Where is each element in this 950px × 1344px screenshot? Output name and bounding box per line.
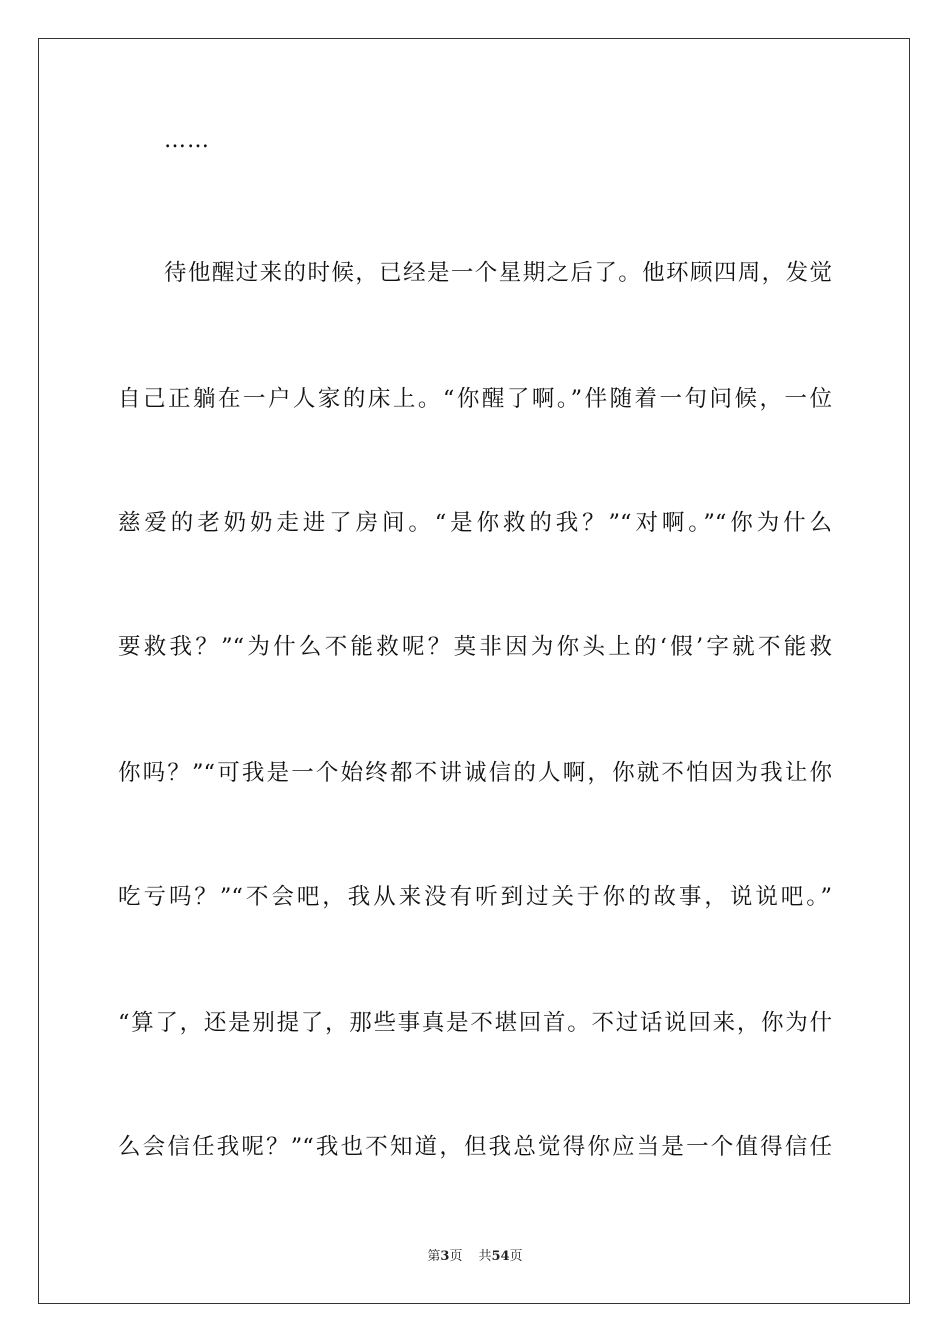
paragraph-line-7: “算了，还是别提了，那些事真是不堪回首。不过话说回来，你为什 — [118, 1010, 832, 1036]
page-border — [38, 38, 910, 1304]
footer-total-suffix: 页 — [509, 1249, 523, 1264]
footer-total-pages: 54 — [491, 1249, 510, 1264]
paragraph-line-2: 自己正躺在一户人家的床上。“你醒了啊。”伴随着一句问候，一位 — [118, 386, 832, 412]
paragraph-line-6: 吃亏吗？”“不会吧，我从来没有听到过关于你的故事，说说吧。” — [118, 884, 832, 910]
paragraph-line-3: 慈爱的老奶奶走进了房间。“是你救的我？”“对啊。”“你为什么 — [118, 510, 832, 536]
ellipsis-text: …… — [164, 128, 210, 153]
paragraph-line-8: 么会信任我呢？”“我也不知道，但我总觉得你应当是一个值得信任 — [118, 1134, 832, 1160]
footer-page-prefix: 第 — [427, 1249, 441, 1264]
paragraph-line-1: 待他醒过来的时候，已经是一个星期之后了。他环顾四周，发觉 — [164, 260, 832, 286]
paragraph-line-5: 你吗？”“可我是一个始终都不讲诚信的人啊，你就不怕因为我让你 — [118, 760, 832, 786]
footer-page-number: 3 — [440, 1249, 450, 1264]
paragraph-line-4: 要救我？”“为什么不能救呢？莫非因为你头上的‘假’字就不能救 — [118, 634, 832, 660]
footer-page-suffix: 页 — [449, 1249, 463, 1264]
page-footer — [0, 1245, 950, 1264]
footer-total-prefix: 共 — [478, 1249, 492, 1264]
